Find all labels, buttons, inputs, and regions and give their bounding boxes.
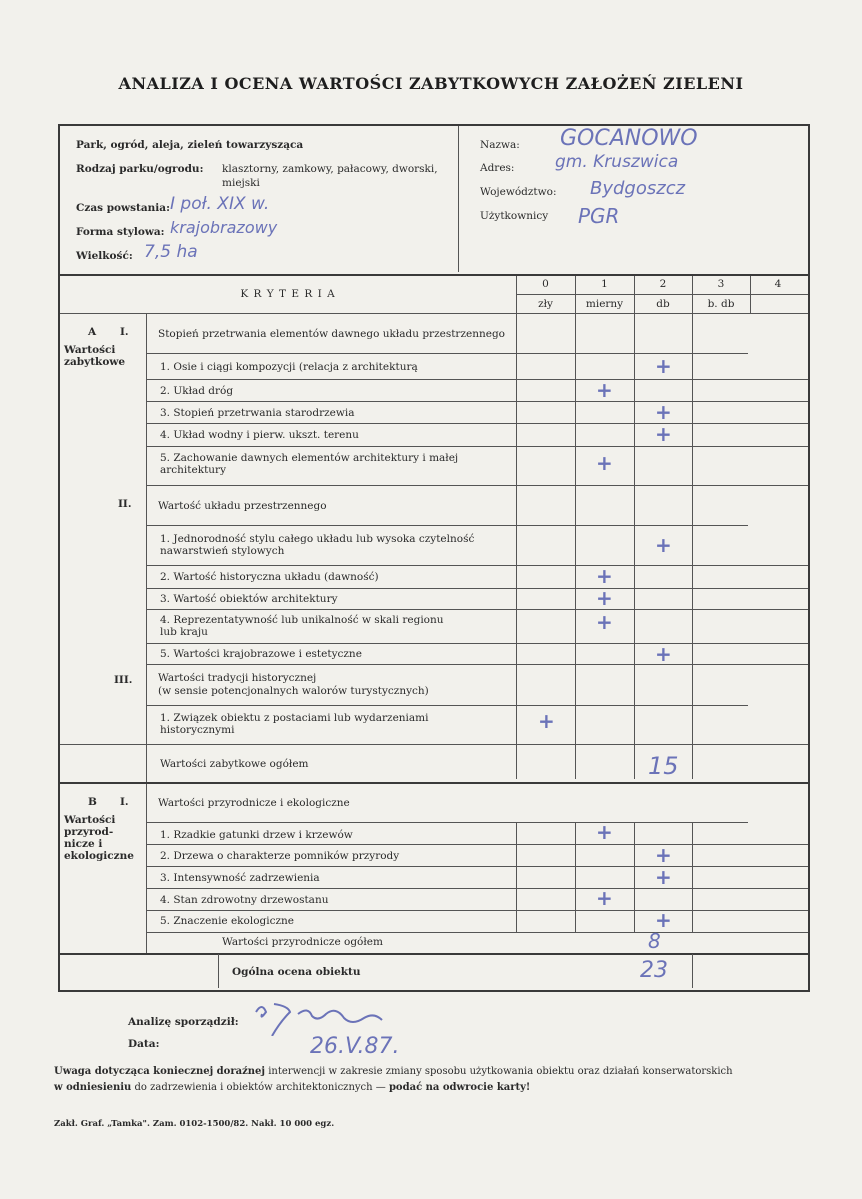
score-mark: + <box>655 533 672 557</box>
score-mark: + <box>655 843 672 867</box>
score-mark: + <box>655 400 672 424</box>
overall-value: 23 <box>640 958 668 983</box>
score-mark: + <box>596 564 613 588</box>
col-4-num: 4 <box>774 278 782 290</box>
criterion-row-label: 1. Rzadkie gatunki drzew i krzewów <box>160 829 353 841</box>
criterion-row-label: 3. Intensywność zadrzewienia <box>160 872 320 884</box>
col-0-desc: zły <box>538 298 553 310</box>
uwaga-text: interwencji w zakresie zmiany sposobu użytkowania obiektu oraz działań konserwatorskich <box>265 1066 733 1077</box>
section-b-total-value: 8 <box>648 929 661 953</box>
section-a-title: Wartości zabytkowe <box>64 344 126 368</box>
criterion-row-label: 1. Jednorodność stylu całego układu lub wysoka czytelność nawarstwień stylowych <box>160 533 475 557</box>
criterion-row-label: 1. Związek obiektu z postaciami lub wydarzeniami historycznymi <box>160 712 429 736</box>
score-mark: + <box>538 709 555 733</box>
col-1-desc: mierny <box>585 298 624 310</box>
col-3-num: 3 <box>717 278 725 290</box>
section-a3-roman: III. <box>114 674 133 686</box>
uwaga-line-2 <box>54 1082 530 1094</box>
score-mark: + <box>655 908 672 932</box>
section-b-title: przyrod- <box>64 826 114 838</box>
section-b1-heading: Wartości przyrodnicze i ekologiczne <box>158 797 350 809</box>
section-a2-heading: Wartość układu przestrzennego <box>158 500 327 512</box>
score-mark: + <box>596 586 613 610</box>
wielkosc-value: 7,5 ha <box>144 242 198 262</box>
czas-value: I poł. XIX w. <box>170 194 270 214</box>
score-mark: + <box>655 354 672 378</box>
adres-label: Adres: <box>480 162 515 174</box>
criterion-row-label: 2. Wartość historyczna układu (dawność) <box>160 571 379 583</box>
criterion-row-label: 4. Stan zdrowotny drzewostanu <box>160 894 329 906</box>
uzytkownicy-value: PGR <box>578 204 620 228</box>
criterion-row-label: 4. Układ wodny i pierw. ukszt. terenu <box>160 429 359 441</box>
criterion-row-label: 2. Drzewa o charakterze pomników przyrody <box>160 850 400 862</box>
criterion-row-label: 1. Osie i ciągi kompozycji (relacja z architekturą <box>160 361 418 373</box>
uwaga-line2-b: do zadrzewienia i obiektów architektonicznych — <box>131 1082 389 1093</box>
section-a3-heading-1: Wartości tradycji historycznej <box>158 672 317 684</box>
uwaga-line2-c: podać na odwrocie karty! <box>388 1082 531 1093</box>
section-a1-heading: Stopień przetrwania elementów dawnego układu przestrzennego <box>158 328 505 340</box>
forma-label: Forma stylowa: <box>76 226 165 238</box>
signature-image <box>248 998 398 1036</box>
rodzaj-value-1: klasztorny, zamkowy, pałacowy, dworski, <box>222 163 438 175</box>
park-label: Park, ogród, aleja, zieleń towarzysząca <box>76 139 304 151</box>
printer-info: Zakł. Graf. „Tamka". Zam. 0102-1500/82. Nakł. 10 000 egz. <box>54 1119 335 1129</box>
section-b-title: nicze i <box>64 838 103 850</box>
score-mark: + <box>596 451 613 475</box>
rodzaj-value-2: miejski <box>222 177 260 189</box>
score-mark: + <box>655 642 672 666</box>
section-a-total-label: Wartości zabytkowe ogółem <box>160 758 309 770</box>
data-value: 26.V.87. <box>310 1034 400 1059</box>
criterion-row-label: 5. Znaczenie ekologiczne <box>160 915 295 927</box>
score-mark: + <box>596 886 613 910</box>
score-mark: + <box>655 865 672 889</box>
wielkosc-label: Wielkość: <box>76 250 133 262</box>
nazwa-value: GOCANOWO <box>560 126 698 151</box>
uzytkownicy-label: Użytkownicy <box>480 210 549 222</box>
czas-label: Czas powstania: <box>76 202 170 214</box>
criterion-row-label: 5. Zachowanie dawnych elementów architektury i małej architektury <box>160 452 459 476</box>
score-mark: + <box>596 820 613 844</box>
criterion-row-label: 4. Reprezentatywność lub unikalność w skali regionu lub kraju <box>160 614 444 638</box>
col-0-num: 0 <box>542 278 549 290</box>
uwaga-line-1 <box>54 1066 733 1078</box>
score-mark: + <box>596 610 613 634</box>
section-b-roman: I. <box>120 796 129 808</box>
section-a3-heading-2: (w sensie potencjonalnych walorów turystycznych) <box>158 685 429 697</box>
section-a-letter: A <box>88 326 97 338</box>
page-title: ANALIZA I OCENA WARTOŚCI ZABYTKOWYCH ZAŁOŻEŃ ZIELENI <box>118 74 744 93</box>
col-3-desc: b. db <box>707 298 735 310</box>
analize-label: Analizę sporządził: <box>128 1016 239 1028</box>
col-2-num: 2 <box>659 278 667 290</box>
section-b-letter: B <box>88 796 97 808</box>
section-a-total-value: 15 <box>648 752 679 780</box>
wojewodztwo-label: Województwo: <box>480 186 557 198</box>
criteria-label: K R Y T E R I A <box>240 288 336 300</box>
uwaga-bold: Uwaga dotycząca koniecznej doraźnej <box>54 1066 266 1077</box>
nazwa-label: Nazwa: <box>480 139 520 151</box>
section-a2-roman: II. <box>118 498 132 510</box>
criterion-row-label: 3. Stopień przetrwania starodrzewia <box>160 407 355 419</box>
score-mark: + <box>596 378 613 402</box>
wojewodztwo-value: Bydgoszcz <box>590 178 686 199</box>
criterion-row-label: 3. Wartość obiektów architektury <box>160 593 338 605</box>
uwaga-line2-a: w odniesieniu <box>54 1082 132 1093</box>
score-mark: + <box>655 422 672 446</box>
forma-value: krajobrazowy <box>170 218 278 237</box>
data-label: Data: <box>128 1038 160 1050</box>
col-2-desc: db <box>656 298 670 310</box>
adres-value: gm. Kruszwica <box>555 152 679 172</box>
section-a-roman: I. <box>120 326 129 338</box>
section-b-title: ekologiczne <box>64 850 134 862</box>
col-1-num: 1 <box>601 278 608 290</box>
section-b-total-label: Wartości przyrodnicze ogółem <box>222 936 383 948</box>
criterion-row-label: 5. Wartości krajobrazowe i estetyczne <box>160 648 362 660</box>
rodzaj-label: Rodzaj parku/ogrodu: <box>76 163 204 175</box>
overall-label: Ogólna ocena obiektu <box>232 966 361 978</box>
criterion-row-label: 2. Układ dróg <box>160 385 234 397</box>
section-b-title: Wartości <box>64 814 116 826</box>
